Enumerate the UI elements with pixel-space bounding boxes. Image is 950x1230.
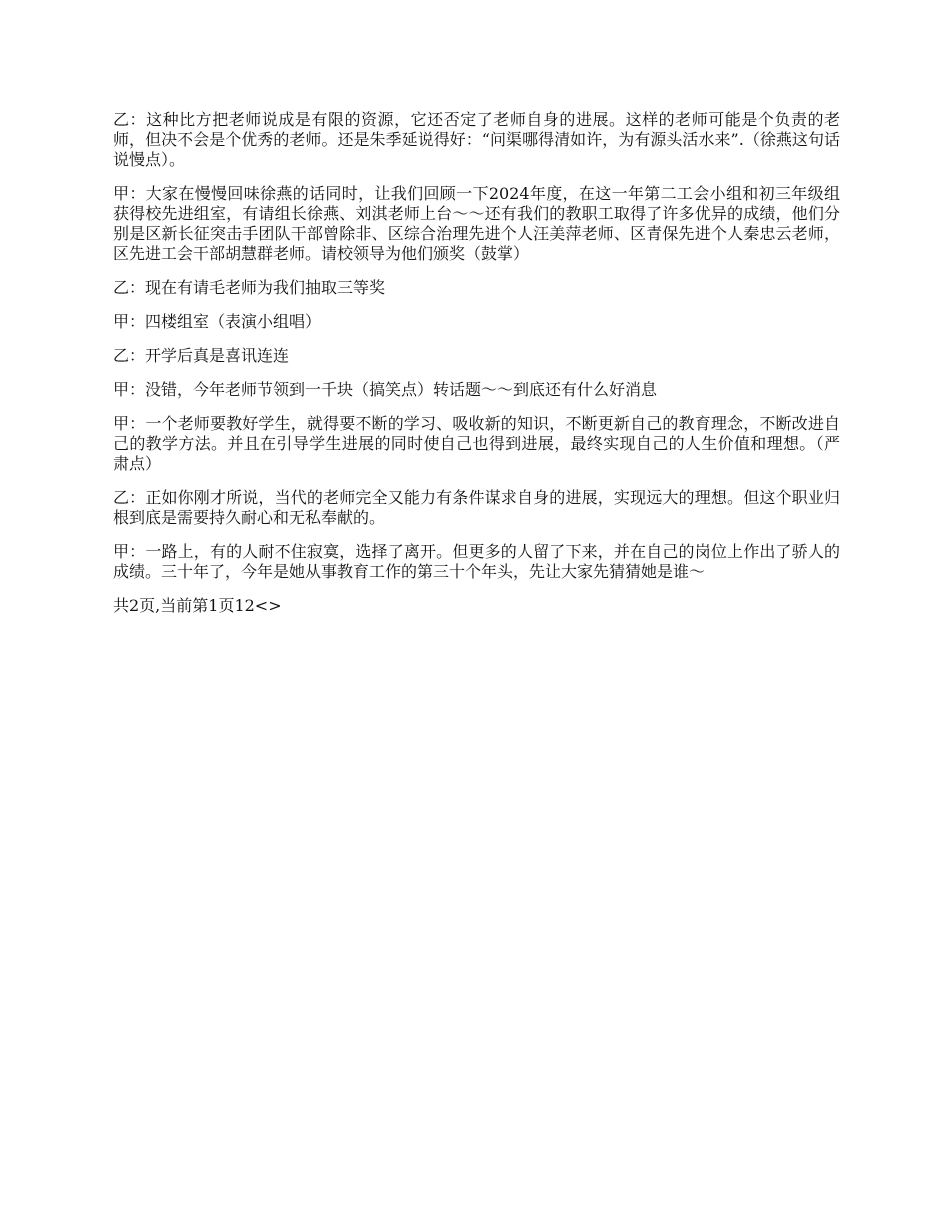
paragraph-8: 乙：正如你刚才所说，当代的老师完全又能力有条件谋求自身的进展，实现远大的理想。但这个职业归根到底是需要持久耐心和无私奉献的。 (113, 488, 840, 527)
paragraph-6: 甲：没错，今年老师节领到一千块（搞笑点）转话题～～到底还有什么好消息 (113, 380, 658, 399)
paragraph-3: 乙：现在有请毛老师为我们抽取三等奖 (113, 278, 386, 297)
paragraph-7: 甲：一个老师要教好学生，就得要不断的学习、吸收新的知识，不断更新自己的教育理念，不断改进自己的教学方法。并且在引导学生进展的同时使自己也得到进展，最终实现自己的人生价值和理想。（严肃点） (113, 414, 840, 473)
paragraph-2: 甲：大家在慢慢回味徐燕的话同时，让我们回顾一下2024年度，在这一年第二工会小组和初三年级组获得校先进组室，有请组长徐燕、刘淇老师上台～～还有我们的教职工取得了许多优异的成绩，他们分别是区新长征突击手团队干部曾除非、区综合治理先进个人汪美萍老师、区青保先进个人秦忠云老师，区先进工会干部胡慧群老师。请校领导为他们颁奖（鼓掌） (113, 184, 840, 263)
paragraph-4: 甲：四楼组室（表演小组唱） (113, 312, 322, 331)
paragraph-9: 甲：一路上，有的人耐不住寂寞，选择了离开。但更多的人留了下来，并在自己的岗位上作出了骄人的成绩。三十年了，今年是她从事教育工作的第三十个年头，先让大家先猜猜她是谁～ (113, 542, 840, 581)
paragraph-1: 乙：这种比方把老师说成是有限的资源，它还否定了老师自身的进展。这样的老师可能是个负责的老师，但决不会是个优秀的老师。还是朱季延说得好：“问渠哪得清如许，为有源头活水来”.（徐燕这句话说慢点）。 (113, 110, 840, 169)
paragraph-5: 乙：开学后真是喜讯连连 (113, 346, 290, 365)
pagination[interactable]: 共2页,当前第1页12<> (113, 596, 282, 615)
document-page (113, 110, 840, 616)
